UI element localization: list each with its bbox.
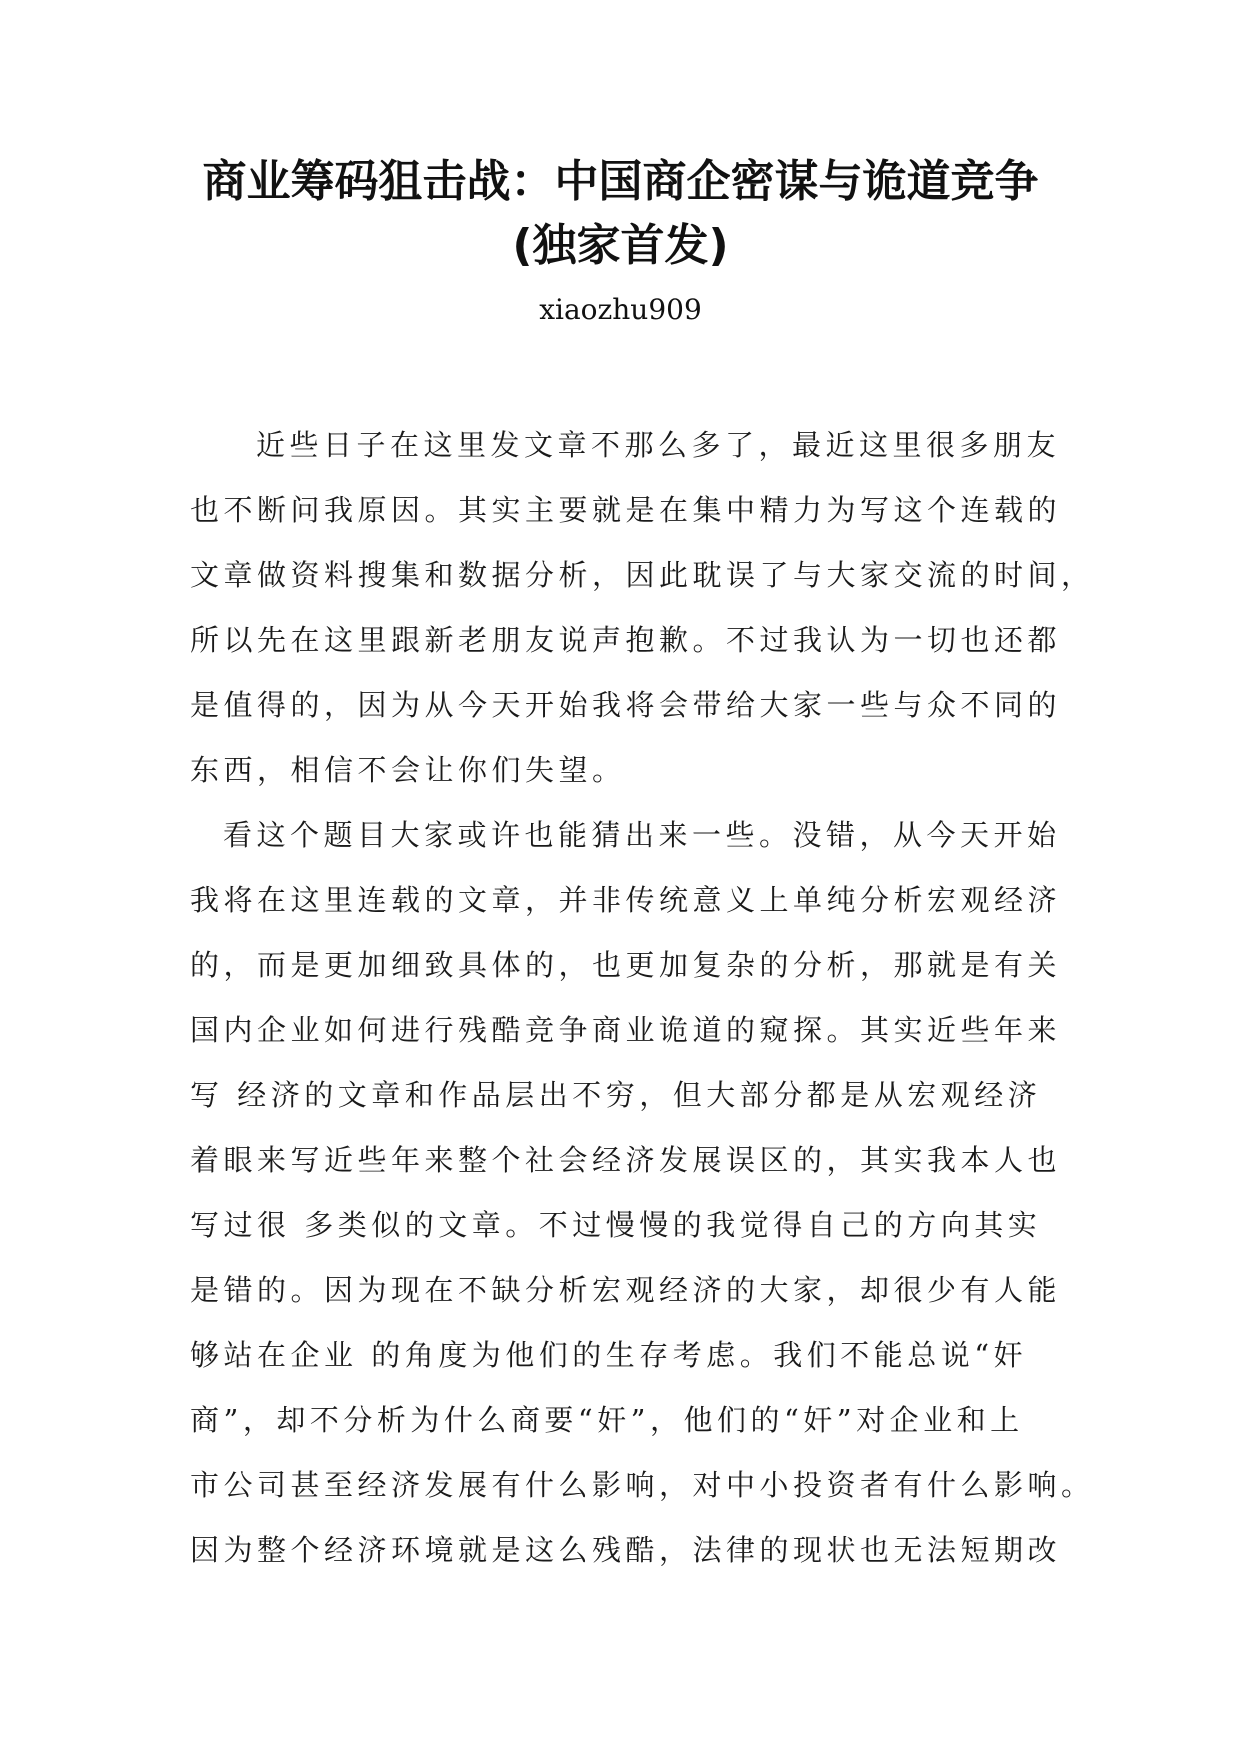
text-line: 够站在企业 的角度为他们的生存考虑。我们不能总说“奸 [190, 1338, 1028, 1372]
text-line: 着眼来写近些年来整个社会经济发展误区的，其实我本人也 [190, 1143, 1062, 1177]
text-line: 市公司甚至经济发展有什么影响，对中小投资者有什么影响。 [190, 1468, 1095, 1502]
text-line: 的，而是更加细致具体的，也更加复杂的分析，那就是有关 [190, 948, 1062, 982]
paragraph-1 [190, 413, 1095, 803]
text-line: 写过很 多类似的文章。不过慢慢的我觉得自己的方向其实 [190, 1208, 1042, 1242]
text-line: 国内企业如何进行残酷竞争商业诡道的窥探。其实近些年来 [190, 1013, 1062, 1047]
text-line: 因为整个经济环境就是这么残酷，法律的现状也无法短期改 [190, 1533, 1062, 1567]
document-title: 商业筹码狙击战：中国商企密谋与诡道竞争 [202, 156, 1039, 207]
article-body [190, 413, 1095, 1583]
text-line: 东西，相信不会让你们失望。 [190, 753, 626, 787]
text-line: 写 经济的文章和作品层出不穷，但大部分都是从宏观经济 [190, 1078, 1042, 1112]
author-name: xiaozhu909 [539, 293, 702, 326]
text-line: 是错的。因为现在不缺分析宏观经济的大家，却很少有人能 [190, 1273, 1062, 1307]
text-line: 也不断问我原因。其实主要就是在集中精力为写这个连载的 [190, 493, 1062, 527]
text-line: 所以先在这里跟新老朋友说声抱歉。不过我认为一切也还都 [190, 623, 1062, 657]
text-line: 商”，却不分析为什么商要“奸”，他们的“奸”对企业和上 [190, 1403, 1024, 1437]
text-line: 是值得的，因为从今天开始我将会带给大家一些与众不同的 [190, 688, 1062, 722]
text-line: 我将在这里连载的文章，并非传统意义上单纯分析宏观经济 [190, 883, 1062, 917]
text-line: 近些日子在这里发文章不那么多了，最近这里很多朋友 [256, 428, 1061, 462]
text-line: 看这个题目大家或许也能猜出来一些。没错，从今天开始 [223, 818, 1061, 852]
document-title-subtitle: (独家首发) [512, 220, 729, 271]
text-line: 文章做资料搜集和数据分析，因此耽误了与大家交流的时间， [190, 558, 1095, 592]
paragraph-2 [190, 803, 1095, 1583]
